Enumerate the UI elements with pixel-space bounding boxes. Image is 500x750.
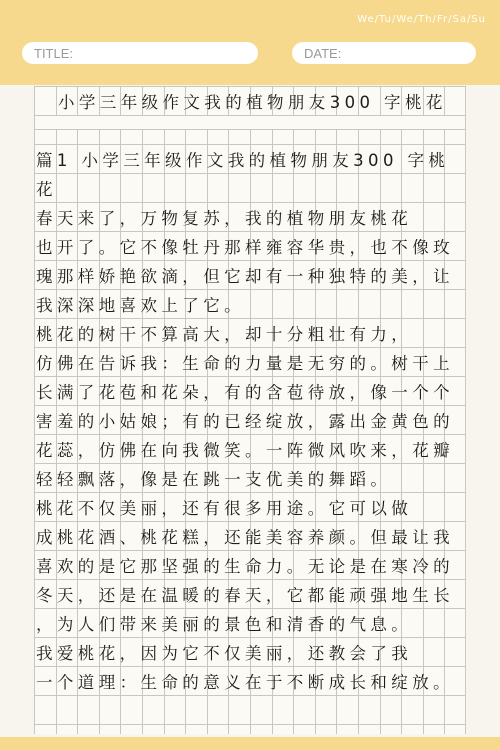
text-line: 桃花不仅美丽，还有很多用途。它可以做 (36, 498, 413, 518)
text-line: 也开了。它不像牡丹那样雍容华贵，也不像玫 (36, 237, 454, 257)
text-line: 瑰那样娇艳欲滴，但它却有一种独特的美，让 (36, 266, 454, 286)
text-line: 桃花的树干不算高大，却十分粗壮有力， (36, 324, 413, 344)
weekday-selector: We/Tu/We/Th/Fr/Sa/Su (357, 14, 486, 25)
footer-band (0, 737, 500, 750)
text-line: 篇1 小学三年级作文我的植物朋友300 字桃 (36, 150, 450, 170)
text-line: 我爱桃花，因为它不仅美丽，还教会了我 (36, 643, 413, 663)
text-line: 一个道理：生命的意义在于不断成长和绽放。 (36, 672, 454, 692)
header-band (0, 0, 500, 85)
text-line: 害羞的小姑娘；有的已经绽放，露出金黄色的 (36, 411, 454, 431)
text-line: 仿佛在告诉我：生命的力量是无穷的。树干上 (36, 353, 454, 373)
grid-paper (34, 86, 466, 734)
text-line: 花 (36, 179, 57, 199)
text-line: 轻轻飘落，像是在跳一支优美的舞蹈。 (36, 469, 392, 489)
text-line: ，为人们带来美丽的景色和清香的气息。 (36, 614, 413, 634)
text-line: 花蕊，仿佛在向我微笑。一阵微风吹来，花瓣 (36, 440, 454, 460)
date-field: DATE: (292, 42, 476, 64)
text-line: 成桃花酒、桃花糕，还能美容养颜。但最让我 (36, 527, 454, 547)
document-title: 小学三年级作文我的植物朋友300 字桃花 (58, 92, 447, 112)
text-line: 长满了花苞和花朵，有的含苞待放，像一个个 (36, 382, 454, 402)
text-line: 冬天，还是在温暖的春天，它都能顽强地生长 (36, 585, 454, 605)
text-line: 我深深地喜欢上了它。 (36, 295, 245, 315)
title-field: TITLE: (22, 42, 258, 64)
text-line: 春天来了，万物复苏，我的植物朋友桃花 (36, 208, 413, 228)
text-line: 喜欢的是它那坚强的生命力。无论是在寒冷的 (36, 556, 454, 576)
